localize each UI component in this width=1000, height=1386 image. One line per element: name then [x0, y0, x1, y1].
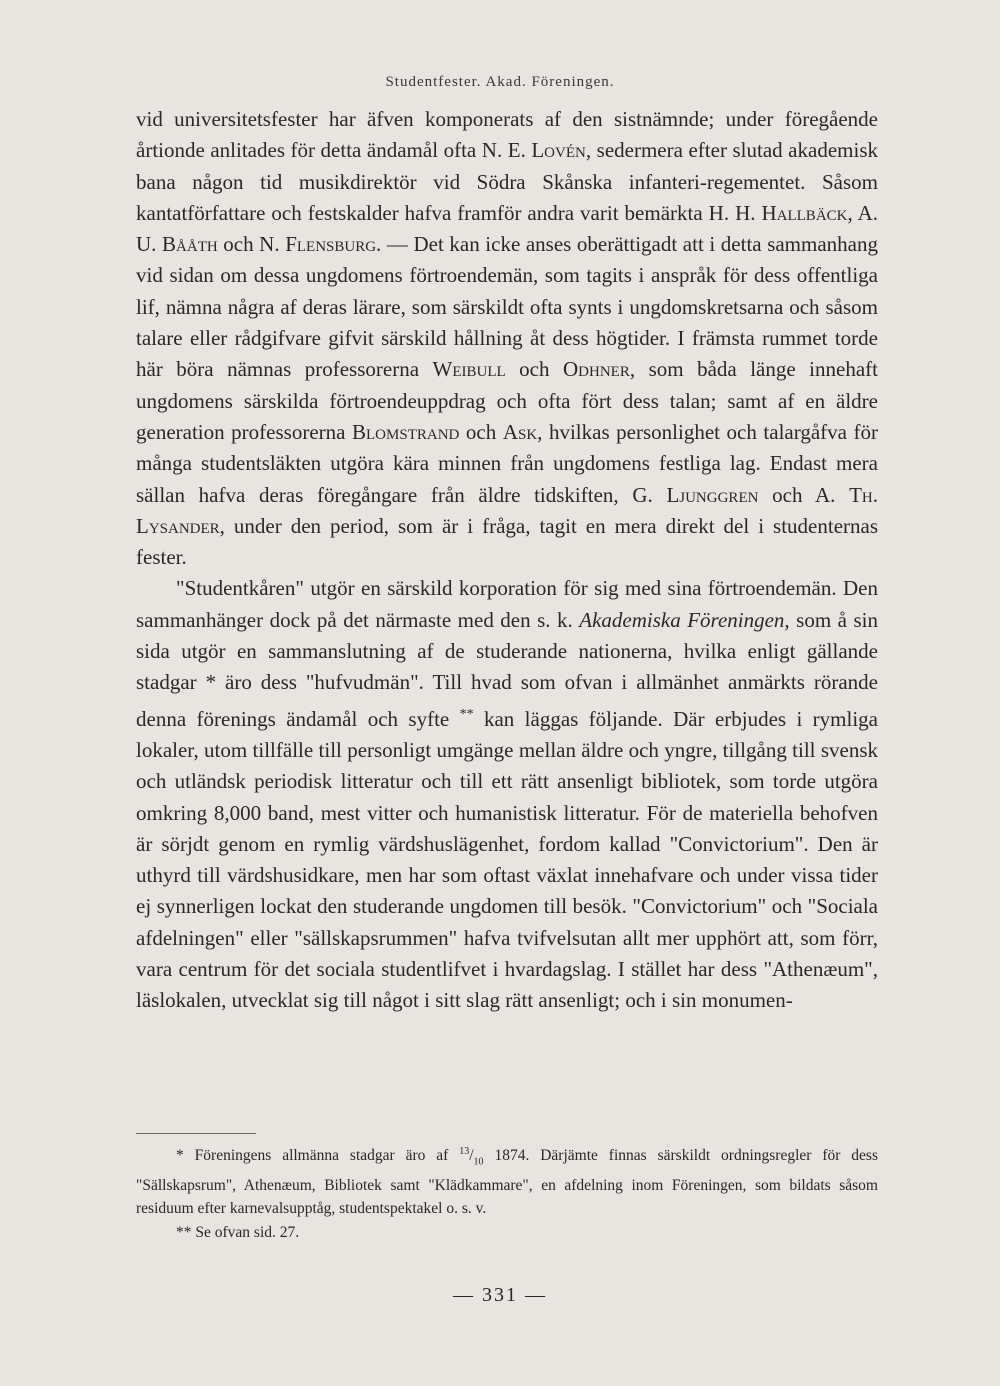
text-run: äro dess "hufvudmän". Till hvad som ofvan i allmänhet anmärkts rörande denna förenings ändamål och syfte [136, 670, 878, 731]
text-run: . — Det kan icke anses oberättigadt att i detta sammanhang vid sidan om dessa ungdomens förtroendemän, som tagits i anspråk för dess offentliga lif, nämna några af deras lärare, som särskildt ofta synts i ungdomskretsarna och såsom talare eller rådgifvare gifvit särskild hållning åt dess högtider. I främsta rummet torde här böra nämnas professorerna [136, 232, 878, 382]
footnote-marker-2: ** [459, 706, 474, 722]
text-run: , under den period, som är i fråga, tagit en mera direkt del i studenternas fester. [136, 513, 878, 570]
text-run: , som båda länge innehaft ungdomens särskilda förtroendeuppdrag och ofta fört dess talan; samt af en äldre generation professorerna [136, 357, 878, 444]
name-ljunggren: Ljunggren [666, 482, 759, 507]
footnote-2: ** Se ofvan sid. 27. [176, 1223, 300, 1241]
text-run: * Föreningens allmänna stadgar äro af [176, 1147, 460, 1165]
name-weibull: Weibull [432, 357, 506, 382]
date-slash: / [469, 1147, 474, 1165]
text-run: kan läggas följande. Där erbjudes i rymliga lokaler, utom tillfälle till personligt umgänge mellan äldre och yngre, tillgång till svensk och utländsk periodisk litteratur och till ett rätt ansenligt bibliotek, som torde utgöra omkring 8,000 band, mest vitter och humanistisk litteratur. För de materiella behofven är sörjdt genom en rymlig värdshuslägenhet, fordom kallad "Convictorium". Den är uthyrd till värdshusidkare, men har som oftast växlat innehafvare och under vissa tider ej synnerligen lockat den studerande ungdomen till besök. "Convictorium" och "Sociala afdelningen" eller "sällskapsrummen" hafva tvifvelsutan allt mer upphört att, som förr, vara centrum för det sociala studentlifvet i hvardagslag. I stället har dess "Athenæum", läslokalen, utvecklat sig till något i sitt slag rätt ansenligt; och i sin monumen- [136, 706, 878, 1013]
name-baath: Bååth [162, 232, 218, 257]
footnote-divider [136, 1133, 256, 1134]
text-run: och A. [758, 482, 850, 507]
text-run: , sedermera efter slutad akademisk bana någon tid musikdirektör vid Södra Skånska infanteri-regementet. Såsom kantatförfattare och festskalder hafva framför andra varit bemärkta H. H. [136, 138, 878, 225]
text-run: och [459, 419, 503, 444]
footnote-1 [136, 1140, 878, 1221]
name-loven: Lovén [531, 138, 586, 163]
text-run: , som å sin sida utgör en sammanslutning af de studerande nationerna, hvilka enligt gällande stadgar [136, 607, 878, 695]
running-header: Studentfester. Akad. Föreningen. [385, 74, 615, 90]
name-hallback: Hallbäck [761, 200, 848, 225]
paragraph-1 [136, 104, 878, 573]
text-run: 1874. Därjämte finnas särskildt ordningsregler för dess "Sällskapsrum", Athenæum, Bibliotek samt "Klädkammare", en afdelning inom Föreningen, som bildats såsom residuum efter karnevalsupptåg, studentspektakel o. s. v. [136, 1147, 878, 1218]
name-ask: Ask [502, 419, 538, 444]
text-run: och N. [217, 232, 286, 257]
page-number: — 331 — [453, 1284, 547, 1306]
paragraph-2 [136, 573, 878, 1016]
name-lysander: Th. Lysander [136, 482, 878, 538]
name-odhner: Odhner [563, 357, 630, 382]
footnotes [136, 1140, 878, 1244]
body-text [136, 104, 878, 1017]
name-blomstrand: Blomstrand [352, 419, 460, 444]
text-run: "Studentkåren" utgör en särskild korporation för sig med sina förtroendemän. Den sammanhänger dock på det närmaste med den s. k. [136, 576, 878, 632]
name-flensburg: Flensburg [285, 232, 377, 257]
date-numerator: 13 [459, 1146, 470, 1157]
akademiska-foreningen-italic: Akademiska Föreningen [579, 607, 785, 632]
text-run: vid universitetsfester har äfven komponerats af den sistnämnde; under föregående årtionde anlitades för detta ändamål ofta N. E. [136, 107, 878, 163]
text-run: , hvilkas personlighet och talargåfva för många studentsläkten utgöra kära minnen från ungdomens festliga lag. Endast mera sällan hafva deras föregångare från äldre tidskiften, G. [136, 419, 879, 507]
text-run: , A. U. [136, 200, 878, 257]
footnote-marker-1: * [205, 670, 217, 695]
text-run: och [505, 357, 563, 382]
date-denominator: 10 [473, 1156, 484, 1168]
